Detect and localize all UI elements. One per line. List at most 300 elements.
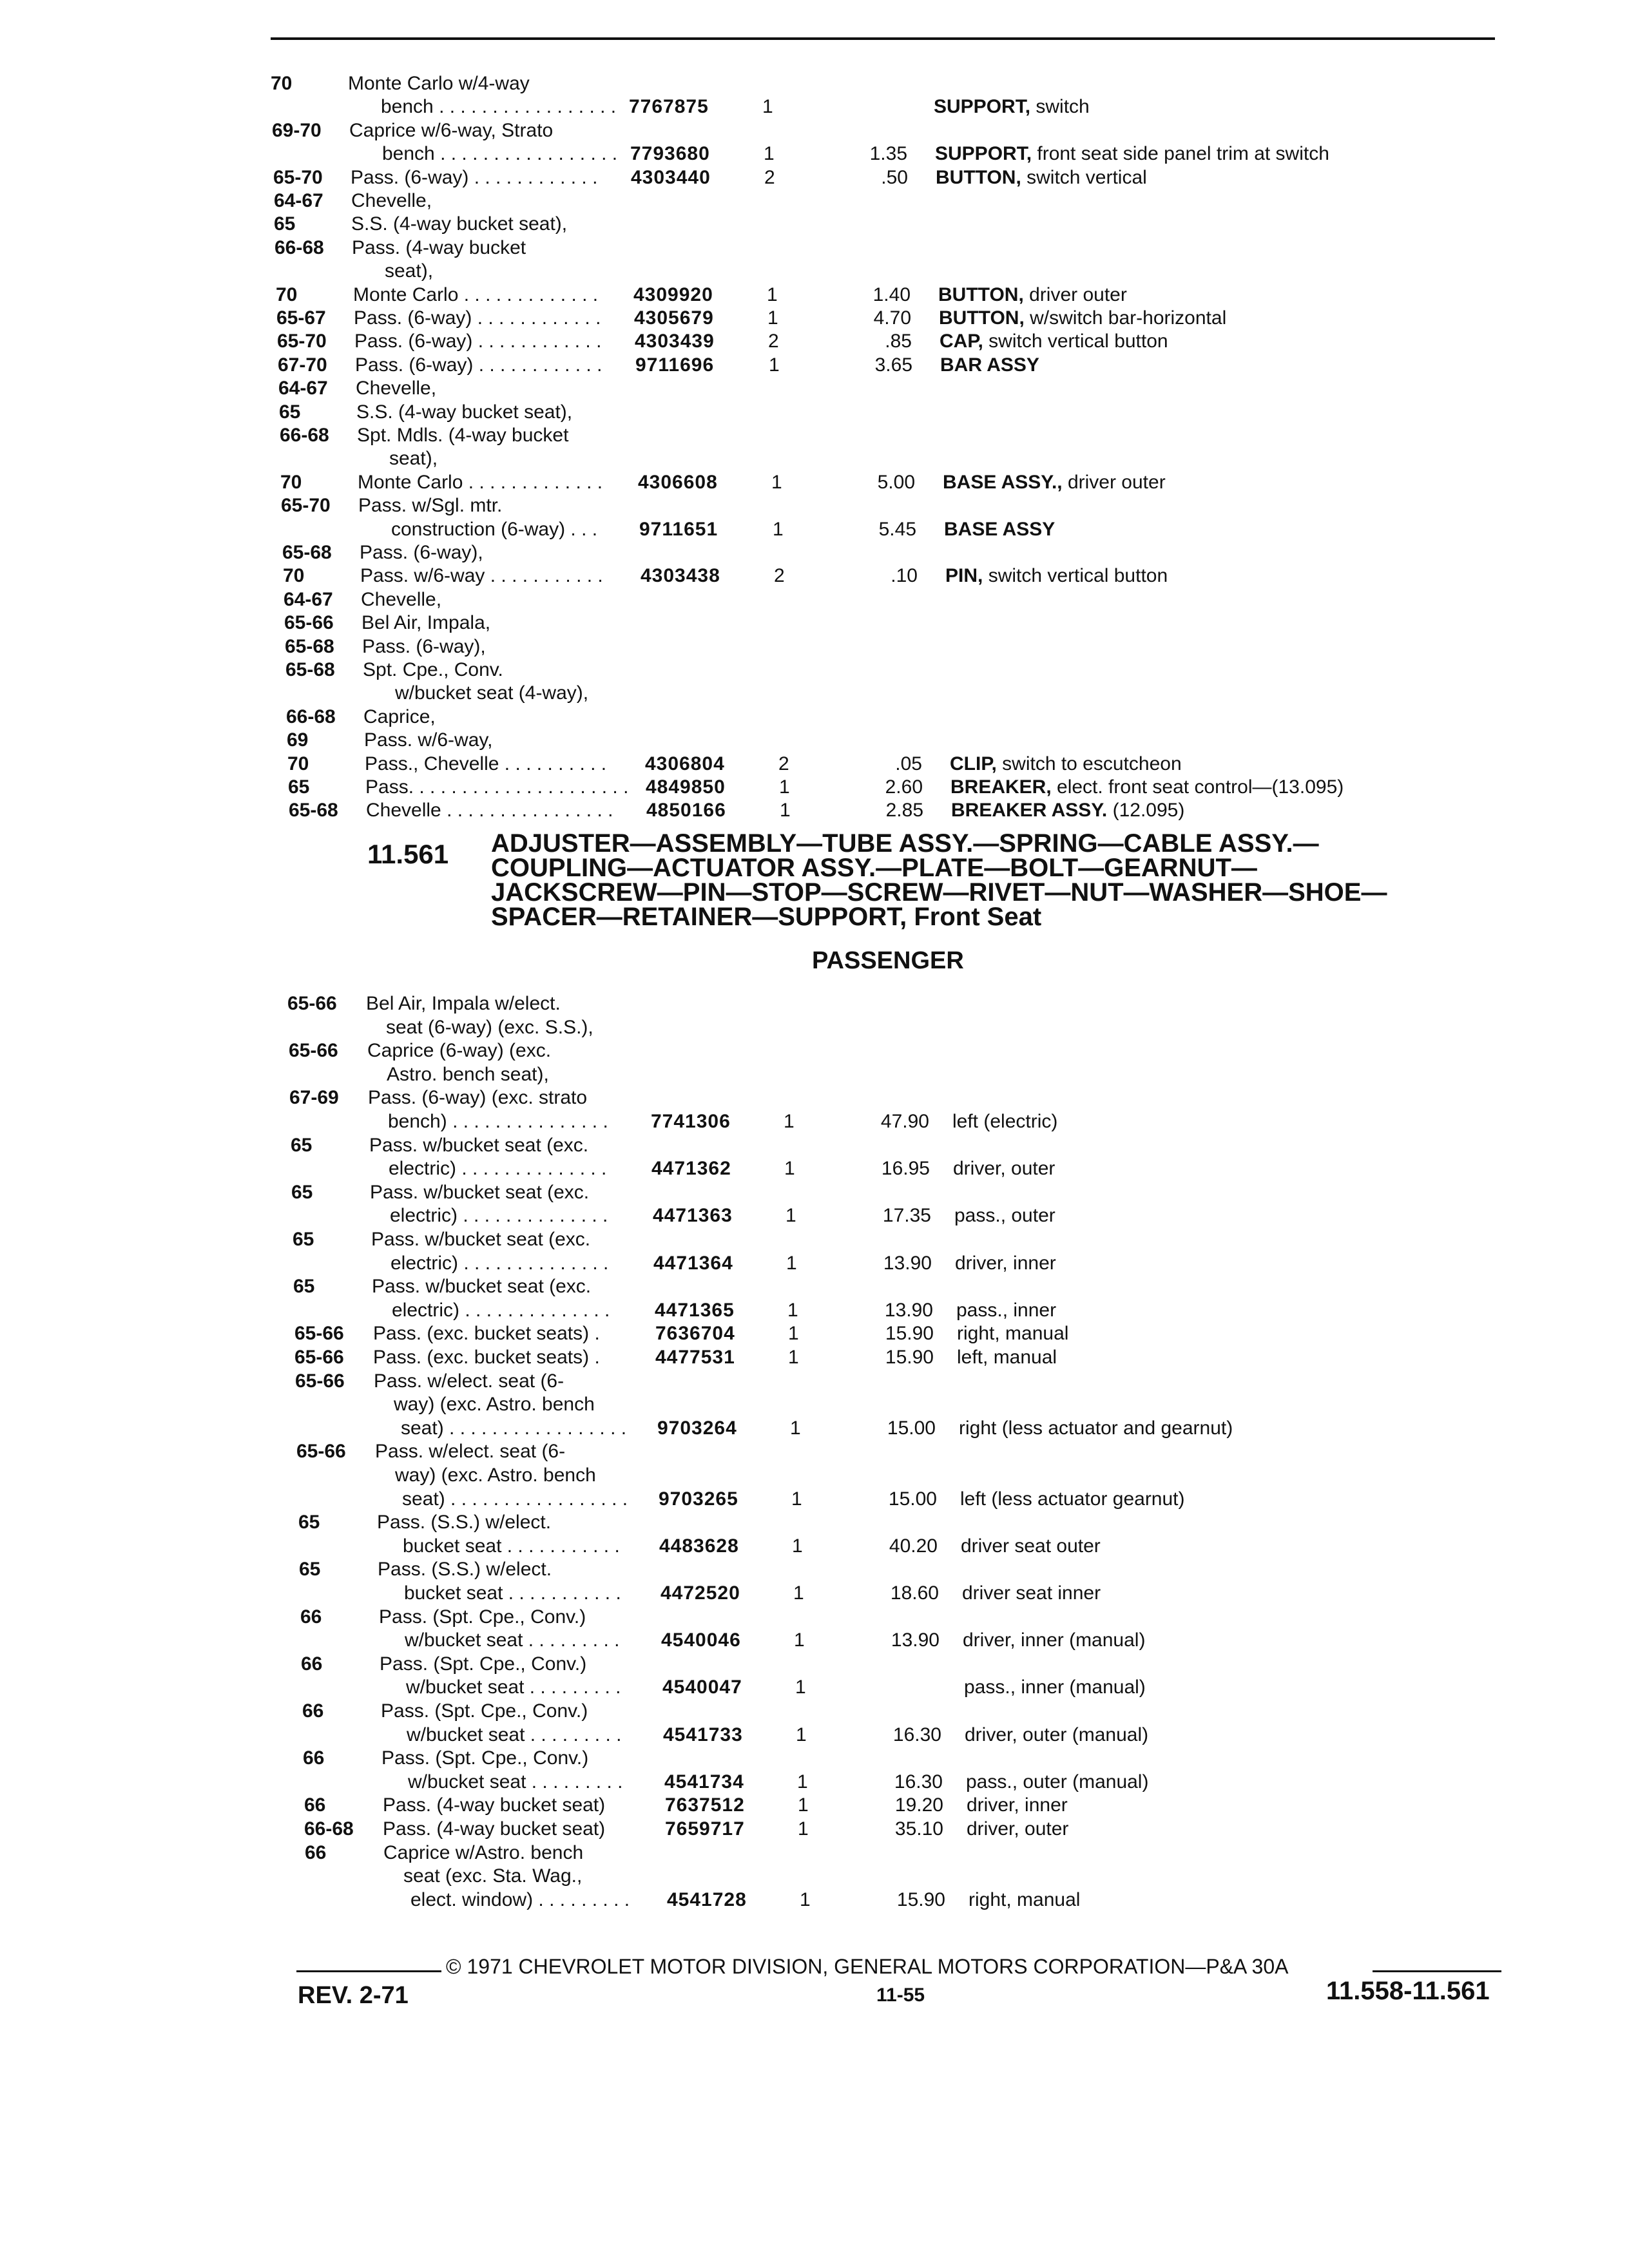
table-row: [0, 682, 1629, 705]
part-number: 4477531: [655, 1347, 735, 1368]
description: electric) . . . . . . . . . . . . . .: [392, 1300, 610, 1321]
table-row: [0, 1157, 1629, 1180]
table-row: [0, 1039, 1629, 1062]
price: .85: [885, 331, 912, 352]
description: seat (exc. Sta. Wag.,: [403, 1865, 583, 1887]
model-year: 69: [287, 729, 309, 751]
description: Pass. (Spt. Cpe., Conv.): [380, 1653, 587, 1675]
part-number: 7767875: [629, 96, 709, 117]
description: Monte Carlo . . . . . . . . . . . . .: [353, 284, 599, 305]
description: w/bucket seat . . . . . . . . .: [406, 1677, 621, 1698]
part-application: driver, inner: [967, 1794, 1068, 1816]
description: Pass. w/bucket seat (exc.: [372, 1276, 592, 1297]
model-year: 65: [279, 401, 301, 423]
part-name-bold: CLIP,: [950, 753, 997, 774]
model-year: 65: [291, 1182, 313, 1203]
part-name-detail: driver outer: [1062, 472, 1166, 493]
part-name: [950, 776, 1344, 799]
table-row: [0, 401, 1629, 424]
description: Spt. Mdls. (4-way bucket: [357, 425, 569, 446]
page-number: 11-55: [876, 1984, 925, 2006]
price: 15.00: [888, 1488, 937, 1510]
description: Caprice (6-way) (exc.: [367, 1040, 552, 1061]
table-row: [0, 799, 1629, 822]
part-number: 4471364: [653, 1253, 733, 1274]
quantity: 1: [786, 1205, 796, 1226]
description: Monte Carlo . . . . . . . . . . . . .: [358, 472, 603, 493]
model-year: 65-68: [285, 636, 334, 657]
description: Pass. (6-way) . . . . . . . . . . . .: [354, 307, 601, 329]
table-row: [0, 541, 1629, 564]
part-number: 4541734: [664, 1771, 744, 1792]
quantity: 1: [784, 1111, 795, 1132]
price: 15.90: [896, 1889, 945, 1910]
table-row: [0, 1700, 1629, 1723]
description: bucket seat . . . . . . . . . . .: [403, 1535, 620, 1557]
price: 5.45: [878, 519, 916, 540]
description: Pass. (exc. bucket seats) .: [373, 1347, 600, 1368]
part-number: 9711651: [639, 519, 718, 540]
price: 15.90: [885, 1347, 934, 1368]
part-application: left, manual: [957, 1347, 1057, 1368]
table-row: [0, 213, 1629, 236]
table-row: [0, 1629, 1629, 1652]
table-row: [0, 1724, 1629, 1747]
price: 40.20: [889, 1535, 938, 1557]
table-row: [0, 1888, 1629, 1912]
part-name-bold: BASE ASSY.,: [943, 472, 1063, 493]
price: 19.20: [894, 1794, 943, 1816]
table-row: [0, 753, 1629, 776]
part-application: pass., outer (manual): [966, 1771, 1149, 1792]
part-name-bold: PIN,: [945, 565, 983, 586]
description: bench . . . . . . . . . . . . . . . . .: [381, 96, 617, 117]
description: S.S. (4-way bucket seat),: [351, 213, 568, 235]
description: Pass. (exc. bucket seats) .: [373, 1323, 600, 1344]
table-row: [0, 1016, 1629, 1039]
description: Pass. w/bucket seat (exc.: [371, 1229, 591, 1250]
table-row: [0, 518, 1629, 541]
quantity: 1: [794, 1629, 805, 1651]
price: 4.70: [873, 307, 911, 329]
table-row: [0, 1676, 1629, 1699]
part-application: driver seat inner: [962, 1582, 1101, 1604]
description: Pass. w/bucket seat (exc.: [369, 1135, 589, 1156]
quantity: 1: [790, 1418, 801, 1439]
quantity: 1: [771, 472, 782, 493]
section-number: 11.561: [367, 839, 449, 869]
description: Pass. (S.S.) w/elect.: [378, 1559, 552, 1580]
description: seat (6-way) (exc. S.S.),: [386, 1017, 593, 1038]
part-number: 4305679: [634, 307, 714, 329]
part-name-bold: CAP,: [940, 331, 983, 352]
footer-rule-left: [296, 1970, 441, 1972]
part-name: [938, 284, 1127, 307]
part-number: 4540046: [661, 1629, 741, 1651]
model-year: 65-66: [296, 1441, 346, 1462]
model-year: 64-67: [278, 378, 328, 399]
section-title-line: COUPLING—ACTUATOR ASSY.—PLATE—BOLT—GEARNUT—: [491, 854, 1257, 882]
table-row: [0, 447, 1629, 470]
description: Caprice,: [363, 706, 436, 727]
description: Pass. (Spt. Cpe., Conv.): [381, 1747, 589, 1769]
table-row: [0, 142, 1629, 166]
quantity: 2: [764, 167, 775, 188]
description: Pass. (6-way) . . . . . . . . . . . .: [354, 331, 602, 352]
part-number: 4303440: [631, 167, 711, 188]
description: w/bucket seat . . . . . . . . .: [405, 1629, 620, 1651]
table-row: [0, 1110, 1629, 1133]
part-number: 4850166: [646, 800, 726, 821]
part-number: 9703265: [659, 1488, 738, 1510]
price: 15.90: [885, 1323, 934, 1344]
description: Spt. Cpe., Conv.: [363, 659, 503, 680]
table-row: [0, 1865, 1629, 1888]
description: Monte Carlo w/4-way: [348, 73, 530, 94]
table-row: [0, 635, 1629, 658]
part-name-bold: BAR ASSY: [940, 354, 1039, 376]
description: Chevelle,: [351, 190, 432, 211]
table-row: [0, 1228, 1629, 1251]
quantity: 1: [798, 1794, 809, 1816]
description: Chevelle,: [356, 378, 437, 399]
description: S.S. (4-way bucket seat),: [356, 401, 573, 423]
table-row: [0, 354, 1629, 377]
part-name-detail: elect. front seat control—(13.095): [1051, 776, 1344, 798]
table-row: [0, 706, 1629, 729]
model-year: 66: [300, 1606, 322, 1628]
quantity: 1: [767, 284, 778, 305]
table-row: [0, 658, 1629, 682]
part-name-bold: BREAKER ASSY.: [951, 800, 1108, 821]
price: 2.85: [885, 800, 923, 821]
model-year: 65-70: [273, 167, 323, 188]
description: seat) . . . . . . . . . . . . . . . . .: [402, 1488, 628, 1510]
part-application: left (electric): [952, 1111, 1058, 1132]
quantity: 1: [791, 1488, 802, 1510]
quantity: 1: [773, 519, 784, 540]
description: w/bucket seat . . . . . . . . .: [408, 1771, 623, 1792]
part-number: 4471363: [653, 1205, 733, 1226]
part-name: [944, 518, 1055, 541]
table-row: [0, 1771, 1629, 1794]
model-year: 65-66: [294, 1347, 344, 1368]
table-row: [0, 494, 1629, 517]
part-name: [939, 307, 1226, 330]
price: .50: [881, 167, 908, 188]
description: electric) . . . . . . . . . . . . . .: [390, 1205, 608, 1226]
description: Pass. w/6-way,: [364, 729, 493, 751]
table-row: [0, 1063, 1629, 1086]
quantity: 1: [798, 1818, 809, 1840]
table-row: [0, 1511, 1629, 1534]
part-application: right, manual: [969, 1889, 1081, 1910]
subheading-passenger: PASSENGER: [812, 947, 964, 974]
table-row: [0, 1653, 1629, 1676]
part-number: 4306804: [645, 753, 725, 774]
section-range: 11.558-11.561: [1326, 1977, 1490, 2005]
table-row: [0, 1606, 1629, 1629]
description: electric) . . . . . . . . . . . . . .: [390, 1253, 609, 1274]
part-application: driver, inner (manual): [963, 1629, 1146, 1651]
description: Pass. w/bucket seat (exc.: [370, 1182, 590, 1203]
part-name: [945, 564, 1168, 588]
quantity: 1: [764, 143, 775, 164]
table-row: [0, 611, 1629, 635]
table-row: [0, 1393, 1629, 1416]
part-number: 4472520: [660, 1582, 740, 1604]
part-name-detail: switch vertical button: [983, 565, 1168, 586]
quantity: 1: [762, 96, 773, 117]
quantity: 1: [792, 1535, 803, 1557]
model-year: 67-70: [278, 354, 327, 376]
part-number: 9711696: [635, 354, 715, 376]
description: Caprice w/Astro. bench: [383, 1842, 584, 1863]
description: Caprice w/6-way, Strato: [349, 120, 554, 141]
description: Pass. (S.S.) w/elect.: [377, 1512, 552, 1533]
description: Pass. w/elect. seat (6-: [374, 1370, 564, 1392]
table-row: [0, 1535, 1629, 1558]
table-row: [0, 1346, 1629, 1369]
price: 16.30: [894, 1771, 943, 1792]
model-year: 65-66: [287, 993, 337, 1014]
table-row: [0, 1134, 1629, 1157]
part-name-detail: switch vertical button: [983, 331, 1168, 352]
description: Pass. (6-way),: [362, 636, 486, 657]
model-year: 66-68: [280, 425, 329, 446]
part-number: 4471365: [655, 1300, 735, 1321]
quantity: 1: [788, 1347, 799, 1368]
table-row: [0, 1204, 1629, 1227]
table-row: [0, 260, 1629, 283]
table-row: [0, 95, 1629, 119]
description: Pass. . . . . . . . . . . . . . . . . . . . .: [365, 776, 629, 798]
model-year: 65-68: [282, 542, 332, 563]
part-name: [940, 354, 1039, 377]
table-row: [0, 564, 1629, 588]
model-year: 65: [288, 776, 310, 798]
description: w/bucket seat (4-way),: [395, 682, 589, 704]
description: bench) . . . . . . . . . . . . . . .: [388, 1111, 608, 1132]
part-name: [950, 753, 1182, 776]
model-year: 65-66: [294, 1323, 344, 1344]
table-row: [0, 1558, 1629, 1581]
price: 3.65: [874, 354, 912, 376]
table-row: [0, 471, 1629, 494]
description: bench . . . . . . . . . . . . . . . . .: [382, 143, 618, 164]
description: Chevelle . . . . . . . . . . . . . . . .: [366, 800, 613, 821]
table-row: [0, 1794, 1629, 1817]
description: seat) . . . . . . . . . . . . . . . . .: [401, 1418, 627, 1439]
top-rule: [271, 37, 1495, 40]
part-name-detail: switch: [1030, 96, 1090, 117]
quantity: 1: [786, 1253, 797, 1274]
part-application: driver, outer (manual): [965, 1724, 1149, 1745]
description: Pass. (4-way bucket seat): [383, 1818, 606, 1840]
model-year: 70: [287, 753, 309, 774]
table-row: [0, 776, 1629, 799]
quantity: 1: [767, 307, 778, 329]
price: .05: [895, 753, 922, 774]
model-year: 67-69: [289, 1087, 339, 1108]
section-title: [491, 831, 1496, 929]
part-application: driver, inner: [955, 1253, 1056, 1274]
price: 13.90: [884, 1300, 933, 1321]
model-year: 66-68: [304, 1818, 354, 1840]
table-row: [0, 189, 1629, 213]
part-number: 7636704: [655, 1323, 735, 1344]
part-application: right, manual: [957, 1323, 1069, 1344]
description: Pass. (Spt. Cpe., Conv.): [379, 1606, 586, 1628]
table-row: [0, 1322, 1629, 1345]
table-row: [0, 1582, 1629, 1605]
description: Pass. (4-way bucket: [352, 237, 526, 258]
model-year: 70: [280, 472, 302, 493]
description: Pass. w/6-way . . . . . . . . . . .: [360, 565, 603, 586]
description: Pass. w/Sgl. mtr.: [358, 495, 503, 516]
part-number: 4483628: [659, 1535, 739, 1557]
table-row: [0, 424, 1629, 447]
model-year: 70: [276, 284, 298, 305]
quantity: 1: [793, 1582, 804, 1604]
quantity: 1: [779, 776, 790, 798]
part-number: 4541733: [663, 1724, 743, 1745]
model-year: 65-66: [284, 612, 334, 633]
part-number: 4306608: [638, 472, 718, 493]
part-name-bold: BUTTON,: [938, 284, 1024, 305]
part-application: pass., inner: [956, 1300, 1057, 1321]
quantity: 1: [787, 1300, 798, 1321]
description: Pass. (Spt. Cpe., Conv.): [381, 1700, 588, 1722]
description: Astro. bench seat),: [387, 1064, 549, 1085]
model-year: 65-66: [289, 1040, 338, 1061]
description: Pass. (6-way) . . . . . . . . . . . .: [351, 167, 598, 188]
section-title-line: SPACER—RETAINER—SUPPORT, Front Seat: [491, 903, 1042, 931]
part-application: left (less actuator gearnut): [960, 1488, 1185, 1510]
price: 18.60: [890, 1582, 939, 1604]
description: seat),: [389, 448, 438, 469]
price: 5.00: [877, 472, 915, 493]
model-year: 66: [302, 1700, 324, 1722]
description: Chevelle,: [361, 589, 442, 610]
table-row: [0, 588, 1629, 611]
model-year: 66-68: [286, 706, 336, 727]
part-number: 4303438: [641, 565, 720, 586]
description: way) (exc. Astro. bench: [394, 1394, 595, 1415]
model-year: 65: [274, 213, 296, 235]
table-row: [0, 1488, 1629, 1511]
part-application: pass., outer: [954, 1205, 1055, 1226]
description: Pass. (6-way),: [360, 542, 483, 563]
price: 35.10: [894, 1818, 943, 1840]
part-name-detail: driver outer: [1023, 284, 1127, 305]
description: Pass., Chevelle . . . . . . . . . .: [365, 753, 607, 774]
part-number: 4540047: [662, 1677, 742, 1698]
table-row: [0, 1747, 1629, 1770]
description: electric) . . . . . . . . . . . . . .: [389, 1158, 607, 1179]
section-title-line: JACKSCREW—PIN—STOP—SCREW—RIVET—NUT—WASHER—SHOE—: [491, 878, 1387, 907]
quantity: 1: [788, 1323, 799, 1344]
model-year: 65-66: [295, 1370, 345, 1392]
quantity: 2: [768, 331, 779, 352]
model-year: 66: [305, 1842, 327, 1863]
part-number: 7793680: [630, 143, 710, 164]
model-year: 65-67: [276, 307, 326, 329]
table-row: [0, 284, 1629, 307]
model-year: 65-70: [281, 495, 331, 516]
model-year: 65-70: [277, 331, 327, 352]
part-name: [951, 799, 1184, 822]
table-row: [0, 377, 1629, 400]
model-year: 64-67: [274, 190, 323, 211]
part-name: [934, 95, 1090, 119]
model-year: 65: [291, 1135, 313, 1156]
price: 1.40: [872, 284, 911, 305]
part-application: driver, outer: [953, 1158, 1055, 1179]
table-row: [0, 1086, 1629, 1110]
table-row: [0, 1464, 1629, 1487]
price: 47.90: [880, 1111, 929, 1132]
table-row: [0, 307, 1629, 330]
part-name-detail: (12.095): [1107, 800, 1185, 821]
price: 13.90: [891, 1629, 940, 1651]
table-row: [0, 1252, 1629, 1275]
part-name-detail: w/switch bar-horizontal: [1024, 307, 1227, 329]
price: 17.35: [882, 1205, 931, 1226]
price: 16.30: [892, 1724, 941, 1745]
part-name-bold: BASE ASSY: [944, 519, 1055, 540]
quantity: 2: [774, 565, 785, 586]
model-year: 65-68: [289, 800, 338, 821]
description: Pass. w/elect. seat (6-: [375, 1441, 566, 1462]
price: 16.95: [881, 1158, 930, 1179]
model-year: 70: [271, 73, 293, 94]
model-year: 66: [301, 1653, 323, 1675]
quantity: 1: [797, 1771, 808, 1792]
copyright-line: © 1971 CHEVROLET MOTOR DIVISION, GENERAL MOTORS CORPORATION—P&A 30A: [446, 1955, 1289, 1978]
footer-rule-right: [1373, 1970, 1501, 1972]
model-year: 69-70: [272, 120, 322, 141]
model-year: 66: [303, 1747, 325, 1769]
table-row: [0, 1275, 1629, 1298]
table-row: [0, 1417, 1629, 1440]
table-row: [0, 1370, 1629, 1393]
description: Pass. (4-way bucket seat): [383, 1794, 606, 1816]
model-year: 70: [283, 565, 305, 586]
description: elect. window) . . . . . . . . .: [410, 1889, 630, 1910]
part-name: [940, 330, 1168, 353]
description: construction (6-way) . . .: [391, 519, 598, 540]
part-application: right (less actuator and gearnut): [959, 1418, 1233, 1439]
part-name-bold: BREAKER,: [950, 776, 1052, 798]
description: Pass. (6-way) . . . . . . . . . . . .: [355, 354, 602, 376]
description: Pass. (6-way) (exc. strato: [368, 1087, 588, 1108]
table-row: [0, 729, 1629, 752]
description: seat),: [385, 260, 434, 282]
model-year: 65: [298, 1512, 320, 1533]
model-year: 66-68: [275, 237, 324, 258]
price: 1.35: [869, 143, 907, 164]
table-row: [0, 1841, 1629, 1865]
model-year: 65-68: [285, 659, 335, 680]
part-number: 4309920: [633, 284, 713, 305]
quantity: 1: [780, 800, 791, 821]
part-name-bold: SUPPORT,: [934, 96, 1031, 117]
description: Bel Air, Impala w/elect.: [366, 993, 561, 1014]
part-name: [936, 166, 1147, 189]
part-number: 4541728: [667, 1889, 747, 1910]
part-name-bold: SUPPORT,: [935, 143, 1032, 164]
